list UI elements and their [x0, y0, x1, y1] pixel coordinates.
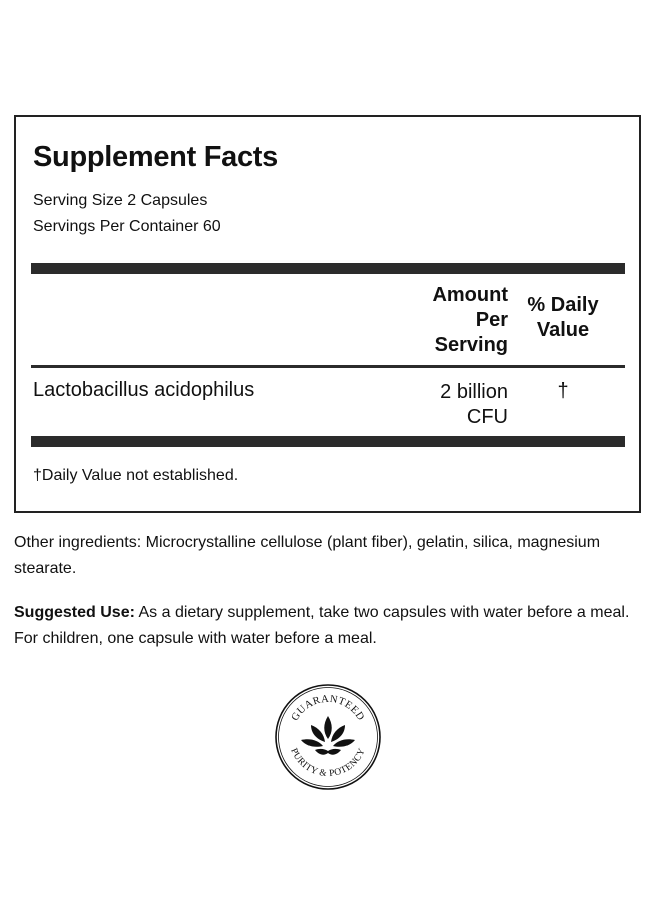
suggested-use-label: Suggested Use: — [14, 604, 135, 621]
thick-divider — [31, 263, 625, 274]
seal-top-text: GUARANTEED — [289, 693, 367, 724]
daily-value-footnote: †Daily Value not established. — [33, 467, 239, 484]
serving-size: Serving Size 2 Capsules — [33, 192, 208, 209]
ingredient-daily-value: † — [557, 380, 569, 402]
suggested-use — [14, 600, 644, 652]
ingredient-name: Lactobacillus acidophilus — [33, 379, 255, 401]
seal-bottom-text: PURITY & POTENCY — [288, 746, 368, 780]
suggested-use-text: As a dietary supplement, take two capsules with water before a meal. For children, one capsule with water before a meal. — [14, 604, 630, 647]
amount-per-serving-header: Amount Per Serving — [432, 284, 508, 356]
daily-value-header: % Daily Value — [527, 294, 599, 341]
other-ingredients: Other ingredients: Microcrystalline cellulose (plant fiber), gelatin, silica, magnesium stearate. — [14, 534, 601, 577]
supplement-facts-panel — [14, 115, 641, 513]
guaranteed-purity-seal — [273, 682, 383, 792]
ingredient-amount: 2 billion CFU — [440, 381, 508, 428]
thick-divider — [31, 436, 625, 447]
thin-divider — [31, 365, 625, 368]
supplement-facts-title: Supplement Facts — [33, 141, 278, 173]
leaf-icon — [301, 716, 355, 755]
servings-per-container: Servings Per Container 60 — [33, 218, 221, 235]
